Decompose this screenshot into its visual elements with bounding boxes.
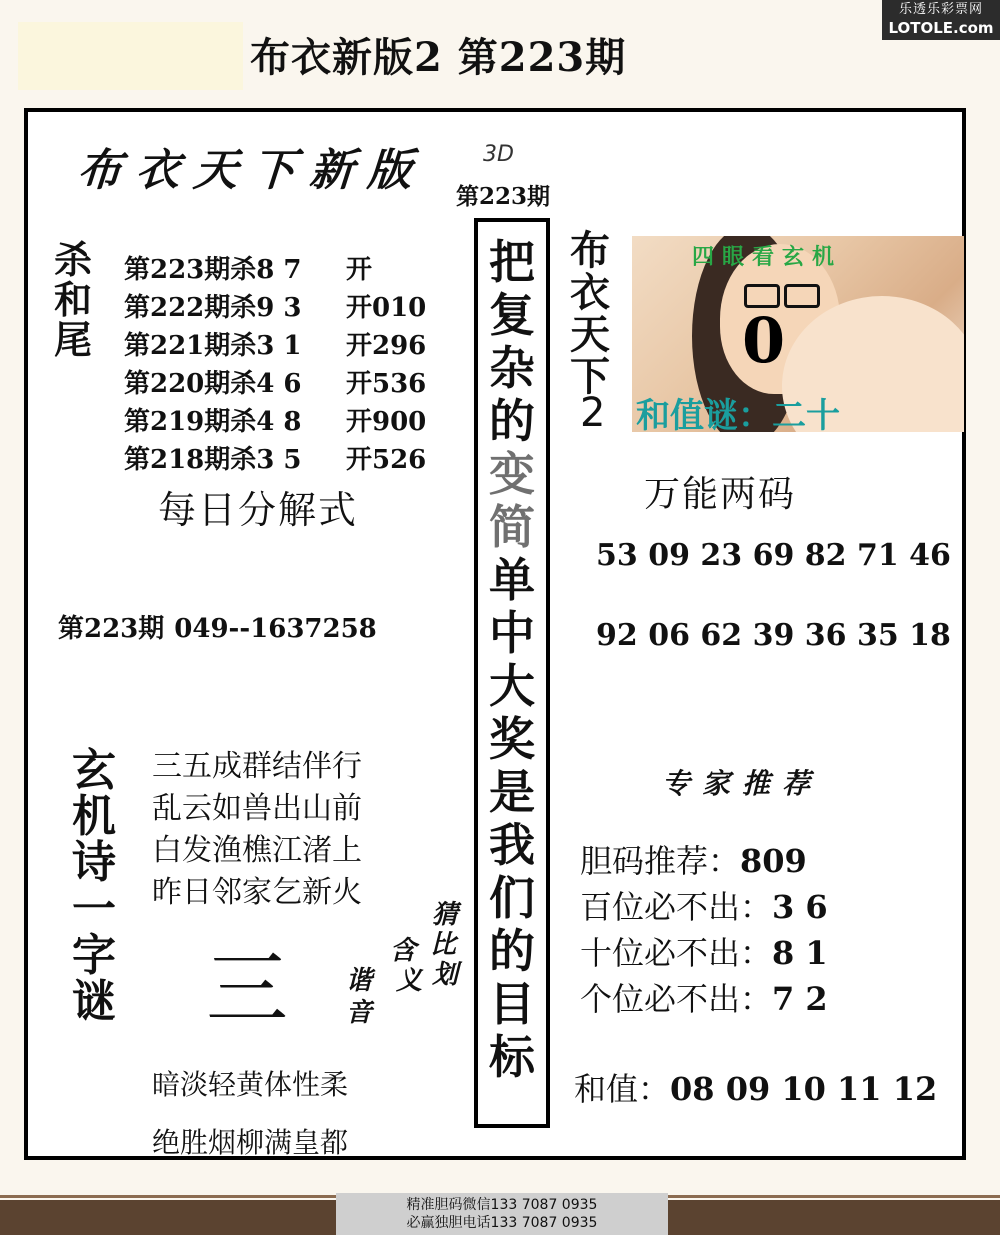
page-title: 布衣新版2 第223期 — [250, 34, 627, 81]
poem-line: 昨日邻家乞新火 — [152, 875, 362, 910]
site-watermark — [882, 0, 1000, 40]
scatter-word: 谐 — [346, 966, 373, 996]
kill-table — [124, 248, 466, 476]
kill-open: 开296 — [346, 330, 427, 361]
kill-label-char: 杀 — [54, 237, 93, 282]
bu-yi-label — [570, 227, 610, 400]
photo-digit: 0 — [742, 304, 786, 377]
scatter-word: 比 — [430, 930, 457, 960]
kill-row — [124, 286, 466, 324]
rec-line — [580, 838, 828, 884]
poem-label — [72, 745, 116, 1027]
slogan-char: 单 — [489, 553, 535, 607]
scatter-word: 义 — [396, 966, 423, 996]
slogan-char: 大 — [489, 659, 535, 713]
kill-label-char: 尾 — [54, 316, 93, 362]
slogan-char: 标 — [489, 1030, 535, 1084]
poem-label-char: 字 — [72, 929, 116, 981]
slogan-char: 的 — [489, 394, 535, 448]
kill-label — [54, 237, 93, 362]
daily-value: 049--1637258 — [174, 614, 377, 644]
poem-label-char: 诗 — [72, 837, 116, 889]
photo-panel — [632, 236, 964, 432]
bu-yi-char: 下 — [570, 353, 610, 400]
tag-3d: 3D — [483, 142, 514, 167]
poem-label-char: 玄 — [72, 745, 116, 796]
kill-open: 开010 — [346, 292, 427, 323]
sum-label: 和值： — [574, 1070, 671, 1108]
poem-label-char: 机 — [72, 791, 116, 843]
sum-value: 08 09 10 11 12 — [670, 1070, 938, 1108]
kill-issue: 第219期杀4 8 — [124, 406, 302, 437]
poem-line: 三五成群结伴行 — [152, 749, 362, 784]
decorative-block — [18, 22, 243, 90]
brush-title: 布衣天下新版 — [75, 145, 428, 196]
poem — [152, 746, 362, 914]
daily-issue: 第223期 — [58, 614, 165, 644]
recommendations — [580, 838, 828, 1022]
slogan-char: 简 — [489, 500, 535, 554]
slogan-char: 中 — [489, 606, 535, 660]
bu-yi-char: 天 — [570, 311, 610, 358]
riddle-answer: 三 — [206, 942, 289, 1037]
slogan-char: 我 — [489, 818, 535, 872]
two-code-title: 万能两码 — [644, 474, 797, 515]
daily-title: 每日分解式 — [158, 488, 359, 532]
scatter-word: 音 — [346, 998, 373, 1028]
glasses-icon — [784, 284, 820, 308]
poem-label-char: 一 — [72, 883, 116, 935]
rec-value: 8 1 — [772, 934, 828, 972]
two-code-row: 53 09 23 69 82 71 46 — [596, 538, 951, 573]
rec-value: 809 — [740, 842, 807, 880]
kill-row — [124, 438, 466, 476]
kill-open: 开 — [346, 254, 373, 285]
scatter-word: 猜 — [432, 900, 459, 930]
issue-label: 第223期 — [456, 183, 551, 210]
kill-issue: 第223期杀8 7 — [124, 254, 302, 285]
rec-line — [580, 976, 828, 1022]
bu-yi-number: 2 — [580, 390, 606, 436]
sum-line — [574, 1064, 937, 1110]
slogan-char: 把 — [489, 235, 535, 289]
kill-issue: 第218期杀3 5 — [124, 444, 302, 475]
rec-label: 个位必不出： — [580, 980, 773, 1018]
poem2-line: 暗淡轻黄体性柔 — [152, 1068, 349, 1101]
daily-formula — [58, 608, 377, 645]
rec-value: 7 2 — [772, 980, 828, 1018]
kill-issue: 第222期杀9 3 — [124, 292, 302, 323]
watermark-cn: 乐透乐彩票网 — [898, 2, 983, 17]
kill-open: 开900 — [346, 406, 427, 437]
poem-line: 白发渔樵江渚上 — [152, 833, 362, 868]
kill-label-char: 和 — [54, 276, 93, 322]
footer-line-1: 精准胆码微信133 7087 0935 — [406, 1197, 598, 1213]
poem-label-char: 谜 — [72, 975, 116, 1027]
footer-contact — [336, 1193, 668, 1235]
kill-issue: 第220期杀4 6 — [124, 368, 302, 399]
footer-line-2: 必赢独胆电话133 7087 0935 — [406, 1215, 598, 1231]
slogan-char: 的 — [489, 924, 535, 978]
expert-title: 专家推荐 — [662, 767, 823, 800]
kill-row — [124, 400, 466, 438]
slogan-char: 目 — [489, 977, 535, 1031]
rec-line — [580, 930, 828, 976]
kill-open: 开526 — [346, 444, 427, 475]
two-code-row: 92 06 62 39 36 35 18 — [596, 618, 951, 653]
bu-yi-char: 布 — [570, 227, 610, 274]
slogan-char: 复 — [489, 288, 535, 342]
photo-caption: 四眼看玄机 — [692, 244, 843, 270]
slogan-char: 们 — [489, 871, 535, 925]
slogan-char: 是 — [489, 765, 535, 819]
kill-row — [124, 248, 466, 286]
poem-second — [152, 1056, 348, 1172]
watermark-en: LOTOLE.com — [888, 19, 994, 37]
slogan-char: 杂 — [489, 341, 535, 395]
rec-line — [580, 884, 828, 930]
bu-yi-char: 衣 — [570, 269, 610, 316]
kill-open: 开536 — [346, 368, 427, 399]
kill-row — [124, 362, 466, 400]
poem2-line: 绝胜烟柳满皇都 — [152, 1126, 349, 1159]
poem-line: 乱云如兽出山前 — [152, 791, 362, 826]
scatter-word: 划 — [432, 960, 459, 990]
kill-issue: 第221期杀3 1 — [124, 330, 302, 361]
rec-value: 3 6 — [772, 888, 828, 926]
slogan-char: 变 — [489, 447, 535, 501]
slogan-column — [474, 218, 550, 1128]
slogan-char: 奖 — [489, 712, 535, 766]
kill-row — [124, 324, 466, 362]
main-panel — [24, 108, 966, 1160]
rec-label: 百位必不出： — [580, 888, 773, 926]
photo-hint: 和值谜：二十 — [636, 396, 840, 432]
rec-label: 胆码推荐： — [580, 842, 741, 880]
rec-label: 十位必不出： — [580, 934, 773, 972]
scatter-word: 含 — [390, 936, 417, 966]
